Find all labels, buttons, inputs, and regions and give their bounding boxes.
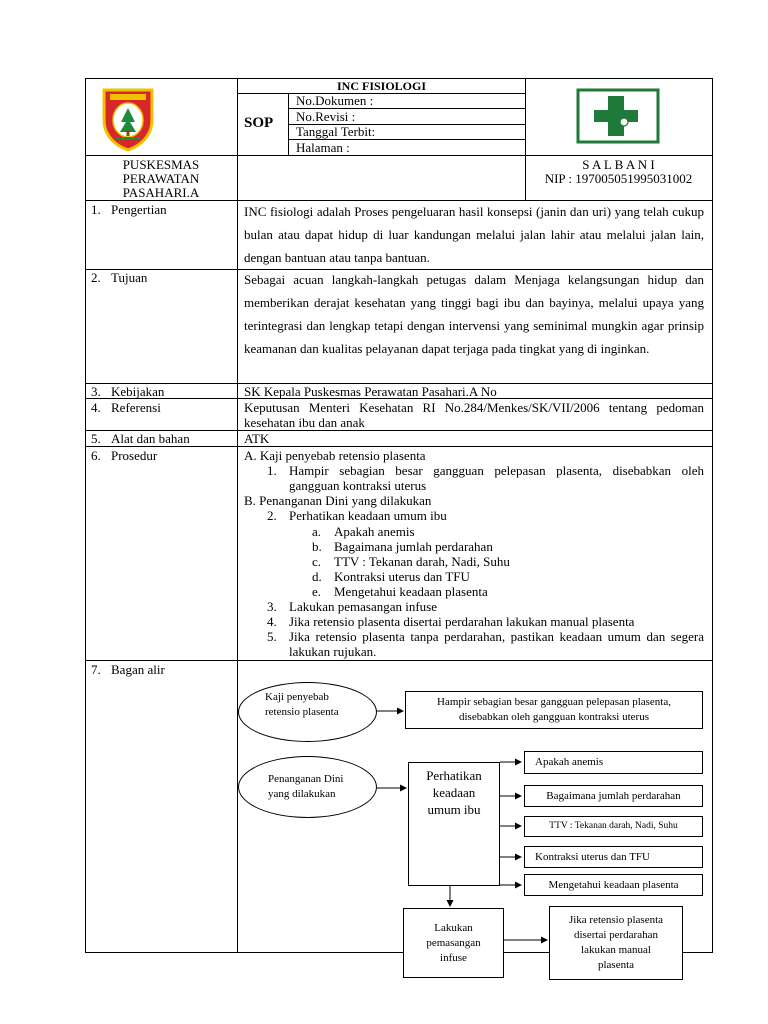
step-3-num: 3. [267, 599, 277, 614]
pengertian-text: INC fisiologi adalah Proses pengeluaran hasil konsepsi (janin dan uri) yang telah cukup bulan atau dapat hidup di luar kandungan melalui jalan lahir atau melalui jalan lain, dengan bantuan atau tanpa bantuan. [244, 204, 704, 265]
flow-manual-line1: Jika retensio plasenta [568, 914, 664, 926]
sub-e-letter: e. [312, 584, 322, 599]
flow-cause-line1: Hampir sebagian besar gangguan pelepasan plasenta, [437, 696, 671, 708]
document-title: INC FISIOLOGI [336, 79, 427, 93]
flow-ttv-box: TTV : Tekanan darah, Nadi, Suhu [524, 816, 703, 837]
flow-start-line1: Kaji penyebab [265, 691, 329, 703]
flow-plasenta-box: Mengetahui keadaan plasenta [524, 874, 703, 896]
flow-manual-line3: lakukan manual [581, 944, 651, 956]
no-revisi-label: No.Revisi : [296, 109, 356, 124]
section-label-bagan: Bagan alir [111, 662, 165, 677]
section-num-6: 6. [91, 448, 101, 463]
flow-start-ellipse [238, 682, 377, 742]
flow-kontraksi-box: Kontraksi uterus dan TFU [524, 846, 703, 868]
sub-a-letter: a. [312, 524, 322, 539]
flow-infuse-line2: pemasangan [426, 936, 481, 949]
section-num-3: 3. [91, 384, 101, 399]
step-5-text: Jika retensio plasenta tanpa perdarahan, pastikan keadaan umum dan segera lakukan rujukan. [289, 629, 704, 659]
flow-cause-line2: disebabkan oleh gangguan kontraksi uterus [458, 711, 649, 723]
sub-a-text: Apakah anemis [334, 524, 415, 539]
section-num-1: 1. [91, 202, 101, 217]
prosedur-a1-num: 1. [267, 463, 277, 478]
flow-anemis-box: Apakah anemis [524, 751, 703, 774]
flow-early-line2: yang dilakukan [268, 788, 336, 800]
flow-center-line3: umum ibu [427, 802, 481, 817]
step-5-num: 5. [267, 629, 277, 644]
signer-nip: NIP : 197005051995031002 [544, 171, 693, 186]
prosedur-b2-num: 2. [267, 508, 277, 523]
sub-d-text: Kontraksi uterus dan TFU [334, 569, 470, 584]
flow-perdarahan-box: Bagaimana jumlah perdarahan [524, 785, 703, 807]
flow-center-box [408, 762, 500, 886]
tanggal-terbit-label: Tanggal Terbit: [296, 124, 376, 139]
sop-label: SOP [244, 115, 274, 131]
section-label-tujuan: Tujuan [111, 270, 148, 285]
sub-b-letter: b. [312, 539, 322, 554]
sub-e-text: Mengetahui keadaan plasenta [334, 584, 488, 599]
flow-infuse-line1: Lakukan [434, 921, 473, 934]
flow-cause-box [405, 691, 703, 729]
tujuan-text: Sebagai acuan langkah-langkah petugas dalam Menjaga kelangsungan hidup dan memberikan derajat kesehatan yang tinggi bagi ibu dan bayinya, melalui upaya yang terintegrasi dan lengkap tetapi dengan intervensi yang seminimal mungkin agar prinsip keamanan dan kualitas pelayanan dapat terjaga pada tingkat yang di inginkan. [244, 272, 704, 356]
flow-manual-box [549, 906, 683, 980]
org-name-line1: PUSKESMAS [122, 157, 200, 172]
flow-start-line2: retensio plasenta [265, 706, 339, 718]
halaman-label: Halaman : [296, 140, 350, 155]
prosedur-b-heading: B. Penanganan Dini yang dilakukan [244, 493, 432, 508]
step-4-text: Jika retensio plasenta disertai perdarahan lakukan manual plasenta [289, 614, 635, 629]
section-num-7: 7. [91, 662, 101, 677]
alat-text: ATK [244, 431, 270, 446]
org-name-line2: PERAWATAN [122, 171, 200, 186]
step-4-num: 4. [267, 614, 277, 629]
section-label-prosedur: Prosedur [111, 448, 158, 463]
section-label-alat: Alat dan bahan [111, 431, 190, 446]
flow-manual-line4: plasenta [597, 959, 635, 971]
referensi-text: Keputusan Menteri Kesehatan RI No.284/Menkes/SK/VII/2006 tentang pedoman kesehatan ibu dan anak [244, 400, 704, 430]
section-label-referensi: Referensi [111, 400, 161, 415]
flow-infuse-line3: infuse [440, 951, 467, 964]
section-label-pengertian: Pengertian [111, 202, 167, 217]
signer-name: S A L B A N I [582, 157, 655, 172]
sub-b-text: Bagaimana jumlah perdarahan [334, 539, 493, 554]
flow-center-line2: keadaan [432, 785, 476, 800]
flow-early-line1: Penanganan Dini [268, 773, 344, 785]
flow-infuse-box [403, 908, 504, 978]
step-3-text: Lakukan pemasangan infuse [289, 599, 438, 614]
prosedur-b2-text: Perhatikan keadaan umum ibu [289, 508, 447, 523]
sub-d-letter: d. [312, 569, 322, 584]
prosedur-a1-text: Hampir sebagian besar gangguan pelepasan plasenta, disebabkan oleh gangguan kontraksi uterus [289, 463, 704, 493]
kebijakan-text: SK Kepala Puskesmas Perawatan Pasahari.A No [244, 384, 497, 399]
flow-early-ellipse [238, 756, 377, 818]
org-name-line3: PASAHARI.A [122, 185, 200, 200]
no-dokumen-label: No.Dokumen : [296, 93, 374, 108]
section-num-4: 4. [91, 400, 101, 415]
section-label-kebijakan: Kebijakan [111, 384, 165, 399]
flow-center-line1: Perhatikan [426, 768, 482, 783]
sub-c-text: TTV : Tekanan darah, Nadi, Suhu [334, 554, 510, 569]
sub-c-letter: c. [312, 554, 322, 569]
section-num-5: 5. [91, 431, 101, 446]
flow-manual-line2: disertai perdarahan [574, 929, 658, 941]
section-num-2: 2. [91, 270, 101, 285]
prosedur-a-heading: A. Kaji penyebab retensio plasenta [244, 448, 426, 463]
